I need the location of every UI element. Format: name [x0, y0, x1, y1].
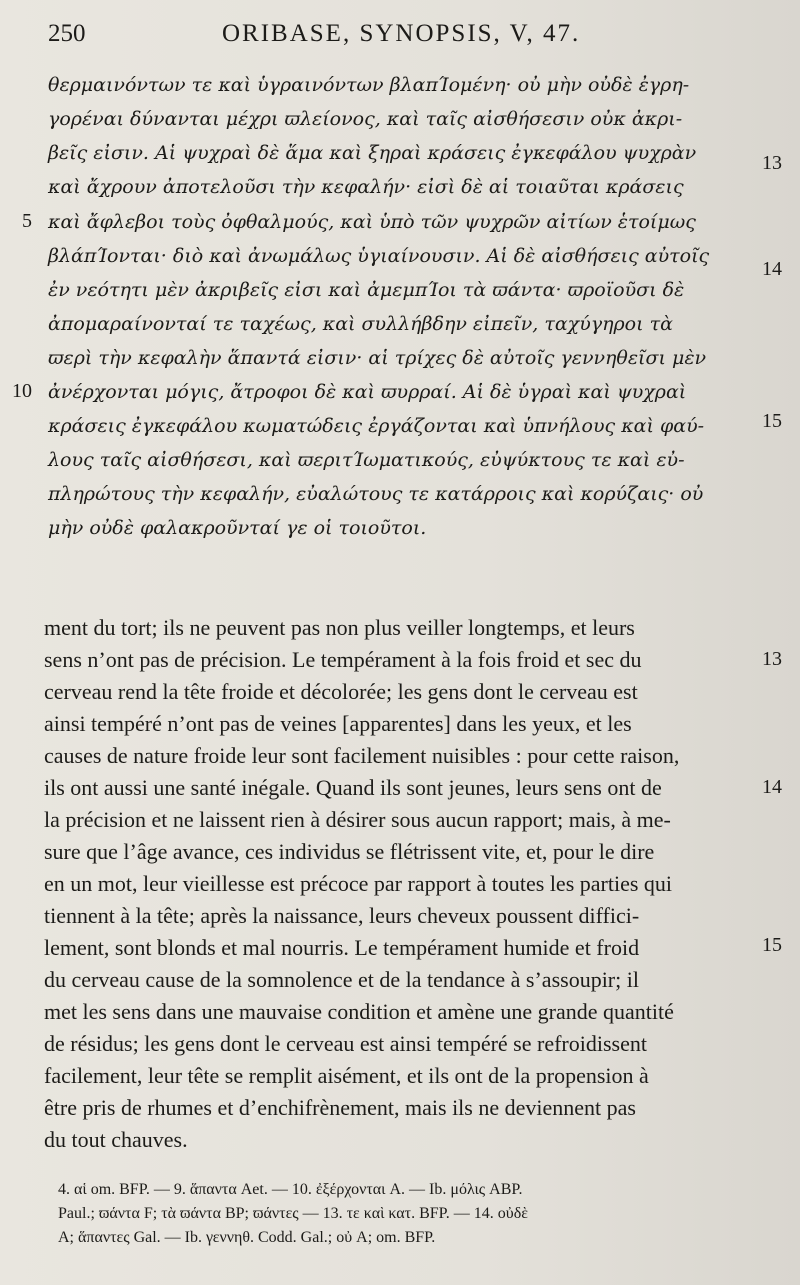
section-number-13: 13 — [762, 648, 782, 670]
french-line: sure que l’âge avance, ces individus se flétrissent vite, et, pour le dire — [44, 839, 655, 864]
french-line: ment du tort; ils ne peuvent pas non plus veiller longtemps, et leurs — [44, 615, 635, 640]
greek-line: πληρώτους τὴν κεφαλήν, εὐαλώτους τε κατάρροις καὶ κορύζαις· οὐ — [48, 483, 704, 505]
french-line: met les sens dans une mauvaise condition et amène une grande quantité — [44, 999, 674, 1024]
running-title: ORIBASE, SYNOPSIS, V, 47. — [222, 20, 581, 47]
greek-line: λους ταῖς αἰσθήσεσι, καὶ ϖεριτΊωματικούς, εὐψύκτους τε καὶ εὐ- — [48, 449, 685, 471]
french-line: lement, sont blonds et mal nourris. Le tempérament humide et froid — [44, 935, 640, 960]
french-line: la précision et ne laissent rien à désirer sous aucun rapport; mais, à me- — [44, 807, 671, 832]
french-line: de résidus; les gens dont le cerveau est ainsi tempéré se refroidissent — [44, 1031, 647, 1056]
french-line: tiennent à la tête; après la naissance, leurs cheveux poussent diffici- — [44, 903, 640, 928]
section-number-14: 14 — [762, 258, 782, 280]
greek-line: καὶ ἄφλεβοι τοὺς ὀφθαλμούς, καὶ ὑπὸ τῶν ψυχρῶν αἰτίων ἑτοίμως — [48, 211, 696, 233]
section-number-14: 14 — [762, 776, 782, 798]
greek-line: βλάπΊονται· διὸ καὶ ἀνωμάλως ὑγιαίνουσιν. Αἱ δὲ αἰσθήσεις αὐτοῖς — [48, 245, 710, 267]
section-number-15: 15 — [762, 934, 782, 956]
french-line: ainsi tempéré n’ont pas de veines [apparentes] dans les yeux, et les — [44, 711, 632, 736]
greek-line: γορέναι δύνανται μέχρι ϖλείονος, καὶ ταῖς αἰσθήσεσιν οὐκ ἀκρι- — [48, 108, 683, 130]
french-line: du tout chauves. — [44, 1127, 188, 1152]
french-line: facilement, leur tête se remplit aisément, et ils ont de la propension à — [44, 1063, 649, 1088]
line-number-5: 5 — [22, 210, 32, 232]
section-number-15: 15 — [762, 410, 782, 432]
greek-line: ἐν νεότητι μὲν ἀκριβεῖς εἰσι καὶ ἀμεμπΊοι τὰ ϖάντα· ϖροϊοῦσι δὲ — [48, 279, 685, 301]
section-number-13: 13 — [762, 152, 782, 174]
footnote-line: 4. αἱ om. BFP. — 9. ἅπαντα Aet. — 10. ἐξέρχονται A. — Ib. μόλις ABP. — [58, 1181, 523, 1198]
greek-line: μὴν οὐδὲ φαλακροῦνταί γε οἱ τοιοῦτοι. — [48, 517, 427, 539]
french-line: sens n’ont pas de précision. Le tempérament à la fois froid et sec du — [44, 647, 642, 672]
greek-line: θερμαινόντων τε καὶ ὑγραινόντων βλαπΊομένη· οὐ μὴν οὐδὲ ἐγρη- — [48, 74, 690, 96]
french-line: du cerveau cause de la somnolence et de la tendance à s’assoupir; il — [44, 967, 639, 992]
greek-line: ἀπομαραίνονταί τε ταχέως, καὶ συλλήβδην εἰπεῖν, ταχύγηροι τὰ — [48, 313, 673, 335]
french-line: en un mot, leur vieillesse est précoce par rapport à toutes les parties qui — [44, 871, 673, 896]
greek-line: καὶ ἄχρουν ἀποτελοῦσι τὴν κεφαλήν· εἰσὶ δὲ αἱ τοιαῦται κράσεις — [48, 176, 684, 198]
footnote-line: A; ἅπαντες Gal. — Ib. γεννηθ. Codd. Gal.; οὐ A; om. BFP. — [58, 1229, 436, 1246]
french-line: causes de nature froide leur sont facilement nuisibles : pour cette raison, — [44, 743, 680, 768]
greek-line: ϖερὶ τὴν κεφαλὴν ἅπαντά εἰσιν· αἱ τρίχες δὲ αὐτοῖς γεννηθεῖσι μὲν — [48, 347, 707, 369]
french-line: être pris de rhumes et d’enchifrènement, mais ils ne deviennent pas — [44, 1095, 636, 1120]
page-number: 250 — [48, 20, 86, 47]
greek-line: ἀνέρχονται μόγις, ἄτροφοι δὲ καὶ ϖυρραί. Αἱ δὲ ὑγραὶ καὶ ψυχραὶ — [48, 381, 687, 403]
french-line: cerveau rend la tête froide et décolorée; les gens dont le cerveau est — [44, 679, 638, 704]
greek-line: βεῖς εἰσιν. Αἱ ψυχραὶ δὲ ἅμα καὶ ξηραὶ κράσεις ἐγκεφάλου ψυχρὰν — [48, 142, 697, 164]
greek-line: κράσεις ἐγκεφάλου κωματώδεις ἐργάζονται καὶ ὑπνήλους καὶ φαύ- — [48, 415, 705, 437]
french-line: ils ont aussi une santé inégale. Quand ils sont jeunes, leurs sens ont de — [44, 775, 662, 800]
footnote-line: Paul.; ϖάντα F; τὰ ϖάντα BP; ϖάντες — 13. τε καὶ κατ. BFP. — 14. οὐδὲ — [58, 1205, 528, 1222]
line-number-10: 10 — [12, 380, 32, 402]
